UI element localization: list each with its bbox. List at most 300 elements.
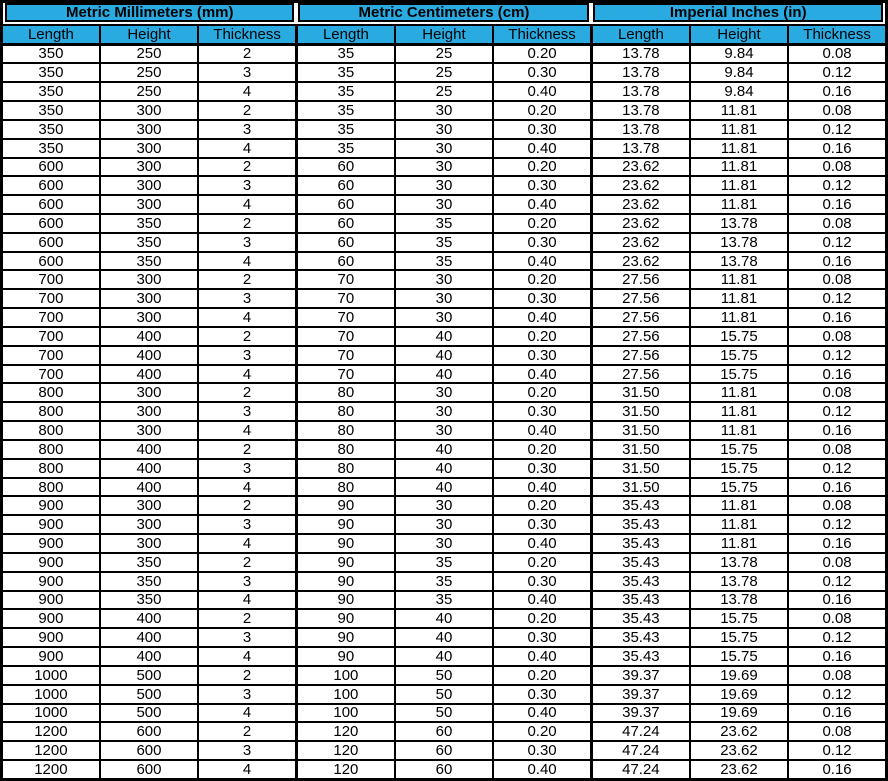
cell: 0.20: [493, 101, 591, 120]
column-header-row: [2, 25, 887, 44]
cell: 30: [395, 308, 493, 327]
cell: 500: [100, 685, 198, 704]
cell: 80: [296, 459, 394, 478]
cell: 0.12: [788, 402, 886, 421]
table-row: [2, 572, 887, 591]
cell: 500: [100, 704, 198, 723]
cell: 2: [198, 609, 296, 628]
cell: 13.78: [591, 82, 689, 101]
cell: 35: [296, 82, 394, 101]
table-row: [2, 496, 887, 515]
cell: 23.62: [591, 158, 689, 177]
cell: 23.62: [591, 195, 689, 214]
table-row: [2, 478, 887, 497]
cell: 13.78: [690, 591, 788, 610]
cell: 30: [395, 139, 493, 158]
cell: 350: [100, 591, 198, 610]
cell: 31.50: [591, 383, 689, 402]
cell: 40: [395, 478, 493, 497]
cell: 250: [100, 63, 198, 82]
cell: 0.40: [493, 591, 591, 610]
cell: 90: [296, 534, 394, 553]
column-header-length-cm: Length: [296, 25, 394, 44]
cell: 400: [100, 628, 198, 647]
table-row: [2, 308, 887, 327]
cell: 0.16: [788, 421, 886, 440]
cell: 13.78: [591, 63, 689, 82]
column-header-height-mm: Height: [100, 25, 198, 44]
cell: 27.56: [591, 308, 689, 327]
cell: 600: [2, 158, 100, 177]
cell: 3: [198, 233, 296, 252]
cell: 60: [296, 233, 394, 252]
cell: 900: [2, 553, 100, 572]
cell: 700: [2, 327, 100, 346]
cell: 11.81: [690, 421, 788, 440]
cell: 600: [2, 252, 100, 271]
column-header-height-cm: Height: [395, 25, 493, 44]
cell: 27.56: [591, 346, 689, 365]
cell: 25: [395, 63, 493, 82]
cell: 300: [100, 402, 198, 421]
cell: 15.75: [690, 440, 788, 459]
cell: 0.12: [788, 741, 886, 760]
cell: 4: [198, 139, 296, 158]
cell: 0.20: [493, 440, 591, 459]
table-row: [2, 760, 887, 779]
cell: 35.43: [591, 628, 689, 647]
cell: 1200: [2, 760, 100, 779]
cell: 900: [2, 496, 100, 515]
cell: 3: [198, 120, 296, 139]
cell: 350: [2, 101, 100, 120]
cell: 70: [296, 308, 394, 327]
cell: 39.37: [591, 685, 689, 704]
cell: 40: [395, 628, 493, 647]
cell: 3: [198, 741, 296, 760]
cell: 350: [2, 120, 100, 139]
table-row: [2, 722, 887, 741]
cell: 27.56: [591, 270, 689, 289]
cell: 35.43: [591, 572, 689, 591]
table-row: [2, 139, 887, 158]
cell: 90: [296, 609, 394, 628]
cell: 0.12: [788, 63, 886, 82]
cell: 30: [395, 195, 493, 214]
table-row: [2, 609, 887, 628]
cell: 800: [2, 440, 100, 459]
cell: 0.30: [493, 685, 591, 704]
cell: 0.16: [788, 82, 886, 101]
cell: 23.62: [591, 252, 689, 271]
cell: 3: [198, 685, 296, 704]
cell: 2: [198, 553, 296, 572]
cell: 0.16: [788, 591, 886, 610]
cell: 800: [2, 459, 100, 478]
table-row: [2, 270, 887, 289]
cell: 23.62: [690, 722, 788, 741]
cell: 15.75: [690, 459, 788, 478]
cell: 4: [198, 308, 296, 327]
cell: 35: [395, 233, 493, 252]
cell: 400: [100, 609, 198, 628]
cell: 0.16: [788, 252, 886, 271]
cell: 120: [296, 741, 394, 760]
cell: 0.12: [788, 459, 886, 478]
cell: 900: [2, 647, 100, 666]
cell: 70: [296, 346, 394, 365]
cell: 3: [198, 572, 296, 591]
cell: 3: [198, 402, 296, 421]
cell: 0.20: [493, 158, 591, 177]
cell: 300: [100, 139, 198, 158]
cell: 350: [2, 82, 100, 101]
table-row: [2, 365, 887, 384]
cell: 0.16: [788, 308, 886, 327]
cell: 400: [100, 478, 198, 497]
cell: 15.75: [690, 478, 788, 497]
cell: 700: [2, 289, 100, 308]
cell: 300: [100, 101, 198, 120]
cell: 3: [198, 459, 296, 478]
cell: 25: [395, 82, 493, 101]
cell: 13.78: [591, 139, 689, 158]
cell: 0.08: [788, 214, 886, 233]
cell: 15.75: [690, 628, 788, 647]
table-row: [2, 120, 887, 139]
cell: 35: [296, 63, 394, 82]
cell: 60: [296, 158, 394, 177]
cell: 30: [395, 101, 493, 120]
table-row: [2, 176, 887, 195]
cell: 0.20: [493, 214, 591, 233]
cell: 0.30: [493, 233, 591, 252]
cell: 60: [296, 252, 394, 271]
table-row: [2, 534, 887, 553]
table-row: [2, 741, 887, 760]
cell: 0.16: [788, 139, 886, 158]
cell: 35: [395, 553, 493, 572]
cell: 11.81: [690, 289, 788, 308]
table-row: [2, 252, 887, 271]
cell: 1200: [2, 741, 100, 760]
cell: 2: [198, 666, 296, 685]
cell: 300: [100, 289, 198, 308]
cell: 700: [2, 270, 100, 289]
cell: 0.40: [493, 308, 591, 327]
cell: 300: [100, 515, 198, 534]
cell: 11.81: [690, 158, 788, 177]
cell: 2: [198, 722, 296, 741]
table-row: [2, 233, 887, 252]
table-row: [2, 346, 887, 365]
cell: 0.40: [493, 704, 591, 723]
cell: 1000: [2, 666, 100, 685]
cell: 30: [395, 515, 493, 534]
cell: 31.50: [591, 478, 689, 497]
cell: 30: [395, 421, 493, 440]
cell: 4: [198, 82, 296, 101]
table-row: [2, 63, 887, 82]
cell: 0.12: [788, 628, 886, 647]
cell: 15.75: [690, 346, 788, 365]
cell: 0.16: [788, 704, 886, 723]
cell: 0.16: [788, 760, 886, 779]
cell: 3: [198, 63, 296, 82]
cell: 9.84: [690, 82, 788, 101]
cell: 900: [2, 609, 100, 628]
cell: 30: [395, 289, 493, 308]
cell: 0.16: [788, 195, 886, 214]
cell: 600: [2, 214, 100, 233]
cell: 250: [100, 82, 198, 101]
cell: 800: [2, 421, 100, 440]
cell: 300: [100, 195, 198, 214]
cell: 13.78: [591, 44, 689, 63]
table-row: [2, 704, 887, 723]
column-header-thickness-cm: Thickness: [493, 25, 591, 44]
cell: 3: [198, 289, 296, 308]
cell: 35: [296, 120, 394, 139]
cell: 350: [2, 139, 100, 158]
group-header-in: Imperial Inches (in): [593, 3, 883, 22]
table-body: [2, 44, 887, 780]
cell: 80: [296, 440, 394, 459]
cell: 350: [100, 553, 198, 572]
cell: 0.12: [788, 685, 886, 704]
cell: 47.24: [591, 760, 689, 779]
cell: 25: [395, 44, 493, 63]
cell: 4: [198, 591, 296, 610]
cell: 0.16: [788, 478, 886, 497]
cell: 9.84: [690, 44, 788, 63]
cell: 0.30: [493, 63, 591, 82]
cell: 9.84: [690, 63, 788, 82]
group-header-in-cell: [591, 2, 886, 26]
cell: 0.30: [493, 346, 591, 365]
cell: 0.40: [493, 82, 591, 101]
cell: 80: [296, 478, 394, 497]
cell: 35: [296, 139, 394, 158]
cell: 13.78: [690, 252, 788, 271]
cell: 13.78: [690, 233, 788, 252]
cell: 11.81: [690, 120, 788, 139]
cell: 15.75: [690, 647, 788, 666]
cell: 30: [395, 120, 493, 139]
column-header-length-mm: Length: [2, 25, 100, 44]
cell: 800: [2, 383, 100, 402]
cell: 30: [395, 176, 493, 195]
cell: 23.62: [591, 214, 689, 233]
cell: 2: [198, 496, 296, 515]
cell: 19.69: [690, 666, 788, 685]
table-row: [2, 82, 887, 101]
cell: 2: [198, 383, 296, 402]
cell: 30: [395, 270, 493, 289]
cell: 0.30: [493, 628, 591, 647]
cell: 0.20: [493, 327, 591, 346]
cell: 27.56: [591, 365, 689, 384]
cell: 35: [395, 252, 493, 271]
column-header-thickness-in: Thickness: [788, 25, 886, 44]
cell: 300: [100, 270, 198, 289]
cell: 60: [395, 722, 493, 741]
cell: 70: [296, 327, 394, 346]
cell: 3: [198, 515, 296, 534]
cell: 0.30: [493, 741, 591, 760]
cell: 60: [296, 195, 394, 214]
cell: 120: [296, 760, 394, 779]
table-row: [2, 628, 887, 647]
cell: 0.30: [493, 176, 591, 195]
cell: 2: [198, 214, 296, 233]
cell: 0.40: [493, 252, 591, 271]
cell: 90: [296, 572, 394, 591]
cell: 0.20: [493, 496, 591, 515]
cell: 0.16: [788, 534, 886, 553]
cell: 50: [395, 704, 493, 723]
cell: 39.37: [591, 704, 689, 723]
cell: 350: [100, 572, 198, 591]
cell: 40: [395, 346, 493, 365]
cell: 0.30: [493, 515, 591, 534]
cell: 35.43: [591, 609, 689, 628]
cell: 11.81: [690, 534, 788, 553]
cell: 35: [395, 214, 493, 233]
cell: 600: [2, 176, 100, 195]
table-row: [2, 666, 887, 685]
table-row: [2, 402, 887, 421]
cell: 900: [2, 591, 100, 610]
cell: 300: [100, 308, 198, 327]
cell: 39.37: [591, 666, 689, 685]
cell: 11.81: [690, 195, 788, 214]
cell: 13.78: [690, 214, 788, 233]
cell: 600: [100, 722, 198, 741]
table-row: [2, 383, 887, 402]
cell: 40: [395, 459, 493, 478]
cell: 400: [100, 365, 198, 384]
cell: 300: [100, 176, 198, 195]
cell: 800: [2, 402, 100, 421]
cell: 2: [198, 158, 296, 177]
cell: 100: [296, 666, 394, 685]
cell: 300: [100, 120, 198, 139]
cell: 2: [198, 101, 296, 120]
cell: 90: [296, 515, 394, 534]
group-header-mm: Metric Millimeters (mm): [5, 3, 294, 22]
table-row: [2, 515, 887, 534]
group-header-mm-cell: [2, 2, 297, 26]
cell: 350: [100, 252, 198, 271]
cell: 0.30: [493, 120, 591, 139]
cell: 600: [2, 195, 100, 214]
cell: 4: [198, 365, 296, 384]
cell: 40: [395, 440, 493, 459]
cell: 50: [395, 685, 493, 704]
cell: 800: [2, 478, 100, 497]
cell: 350: [2, 63, 100, 82]
cell: 13.78: [690, 572, 788, 591]
cell: 35.43: [591, 515, 689, 534]
cell: 600: [2, 233, 100, 252]
cell: 0.08: [788, 553, 886, 572]
column-header-length-in: Length: [591, 25, 689, 44]
cell: 400: [100, 440, 198, 459]
cell: 120: [296, 722, 394, 741]
cell: 90: [296, 628, 394, 647]
table-row: [2, 647, 887, 666]
cell: 0.12: [788, 289, 886, 308]
cell: 3: [198, 346, 296, 365]
cell: 600: [100, 760, 198, 779]
cell: 15.75: [690, 365, 788, 384]
cell: 700: [2, 308, 100, 327]
group-header-row: [2, 2, 887, 26]
cell: 4: [198, 647, 296, 666]
cell: 0.40: [493, 139, 591, 158]
table-row: [2, 101, 887, 120]
cell: 3: [198, 628, 296, 647]
cell: 400: [100, 647, 198, 666]
cell: 47.24: [591, 741, 689, 760]
cell: 400: [100, 327, 198, 346]
table-row: [2, 214, 887, 233]
cell: 0.40: [493, 534, 591, 553]
cell: 350: [2, 44, 100, 63]
cell: 4: [198, 195, 296, 214]
cell: 0.30: [493, 289, 591, 308]
cell: 0.12: [788, 572, 886, 591]
cell: 300: [100, 534, 198, 553]
cell: 700: [2, 365, 100, 384]
cell: 50: [395, 666, 493, 685]
cell: 3: [198, 176, 296, 195]
cell: 900: [2, 572, 100, 591]
table-row: [2, 44, 887, 63]
cell: 27.56: [591, 289, 689, 308]
cell: 0.40: [493, 760, 591, 779]
cell: 23.62: [690, 741, 788, 760]
cell: 35: [296, 101, 394, 120]
cell: 0.08: [788, 158, 886, 177]
cell: 60: [296, 214, 394, 233]
cell: 23.62: [690, 760, 788, 779]
table-row: [2, 553, 887, 572]
cell: 400: [100, 346, 198, 365]
cell: 900: [2, 515, 100, 534]
cell: 350: [100, 233, 198, 252]
cell: 4: [198, 252, 296, 271]
cell: 40: [395, 327, 493, 346]
cell: 900: [2, 628, 100, 647]
cell: 40: [395, 609, 493, 628]
cell: 500: [100, 666, 198, 685]
cell: 0.20: [493, 270, 591, 289]
table-row: [2, 591, 887, 610]
cell: 80: [296, 402, 394, 421]
cell: 15.75: [690, 327, 788, 346]
column-header-thickness-mm: Thickness: [198, 25, 296, 44]
cell: 11.81: [690, 270, 788, 289]
cell: 700: [2, 346, 100, 365]
cell: 11.81: [690, 101, 788, 120]
cell: 0.40: [493, 647, 591, 666]
cell: 0.20: [493, 722, 591, 741]
cell: 0.16: [788, 365, 886, 384]
cell: 0.08: [788, 101, 886, 120]
cell: 30: [395, 496, 493, 515]
